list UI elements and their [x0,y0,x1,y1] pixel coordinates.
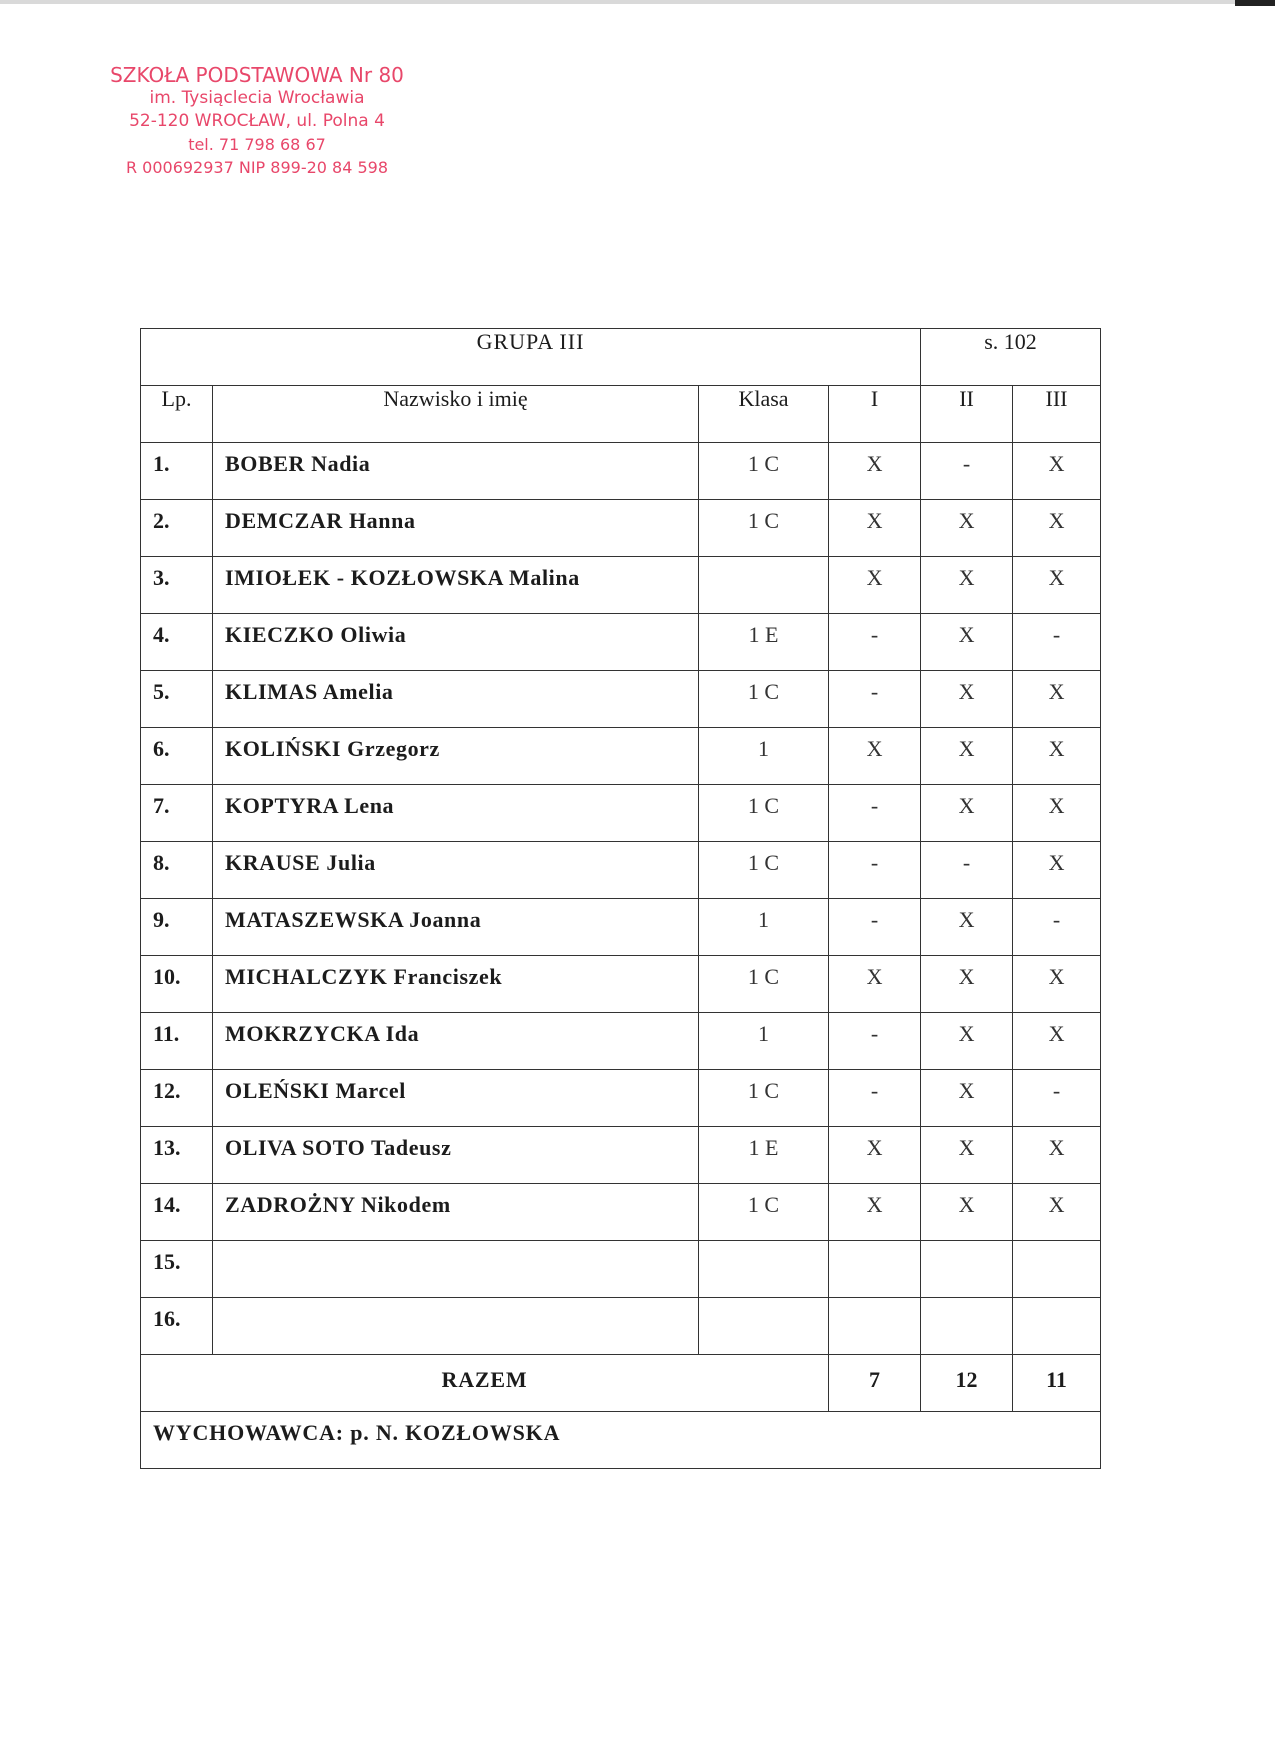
header-col-2: II [921,386,1013,443]
mark-col-3: X [1013,500,1101,557]
row-number: 2. [141,500,213,557]
mark-col-1: - [829,899,921,956]
table-row [141,500,1101,557]
student-class: 1 E [699,1127,829,1184]
table-row [141,1241,1101,1298]
row-number: 7. [141,785,213,842]
table-row [141,614,1101,671]
student-name: KOLIŃSKI Grzegorz [213,728,699,785]
row-number: 6. [141,728,213,785]
mark-col-3: X [1013,1127,1101,1184]
mark-col-2: X [921,1070,1013,1127]
mark-col-3: X [1013,1013,1101,1070]
mark-col-2: - [921,443,1013,500]
student-class: 1 [699,1013,829,1070]
student-class [699,557,829,614]
student-name: IMIOŁEK - KOZŁOWSKA Malina [213,557,699,614]
row-number: 1. [141,443,213,500]
mark-col-2: X [921,671,1013,728]
total-label: RAZEM [141,1355,829,1412]
row-number: 4. [141,614,213,671]
student-name: KOPTYRA Lena [213,785,699,842]
mark-col-3: - [1013,899,1101,956]
table-row [141,1070,1101,1127]
student-class: 1 C [699,1070,829,1127]
student-name: OLEŃSKI Marcel [213,1070,699,1127]
mark-col-2: X [921,785,1013,842]
row-number: 10. [141,956,213,1013]
student-name [213,1298,699,1355]
scan-top-edge [0,0,1275,4]
table-row [141,1013,1101,1070]
student-name [213,1241,699,1298]
stamp-address: 52-120 WROCŁAW, ul. Polna 4 [129,111,385,131]
mark-col-2: X [921,1013,1013,1070]
mark-col-3: X [1013,956,1101,1013]
mark-col-2 [921,1241,1013,1298]
mark-col-1: - [829,785,921,842]
table-row [141,1184,1101,1241]
stamp-phone: tel. 71 798 68 67 [188,135,326,154]
school-stamp [92,64,422,179]
table-row [141,557,1101,614]
student-name: OLIVA SOTO Tadeusz [213,1127,699,1184]
header-name: Nazwisko i imię [213,386,699,443]
room-number: s. 102 [921,329,1101,386]
mark-col-3 [1013,1241,1101,1298]
mark-col-1: X [829,956,921,1013]
mark-col-1 [829,1298,921,1355]
mark-col-2: X [921,956,1013,1013]
total-col-2: 12 [921,1355,1013,1412]
mark-col-1: - [829,614,921,671]
mark-col-1: - [829,1013,921,1070]
table-row [141,671,1101,728]
table-row [141,842,1101,899]
table-row [141,785,1101,842]
student-class: 1 C [699,443,829,500]
mark-col-1: - [829,671,921,728]
mark-col-2: X [921,500,1013,557]
row-number: 12. [141,1070,213,1127]
student-name: MOKRZYCKA Ida [213,1013,699,1070]
student-class: 1 C [699,842,829,899]
student-class [699,1298,829,1355]
header-lp: Lp. [141,386,213,443]
student-name: BOBER Nadia [213,443,699,500]
class-teacher: WYCHOWAWCA: p. N. KOZŁOWSKA [141,1412,1101,1469]
mark-col-3: - [1013,614,1101,671]
mark-col-2 [921,1298,1013,1355]
student-class: 1 [699,728,829,785]
mark-col-3: X [1013,443,1101,500]
mark-col-1 [829,1241,921,1298]
mark-col-2: X [921,1184,1013,1241]
mark-col-1: X [829,557,921,614]
student-class: 1 [699,899,829,956]
header-klasa: Klasa [699,386,829,443]
stamp-school-name: SZKOŁA PODSTAWOWA Nr 80 [110,63,404,87]
mark-col-1: X [829,443,921,500]
mark-col-2: X [921,728,1013,785]
mark-col-2: X [921,614,1013,671]
mark-col-3: X [1013,728,1101,785]
row-number: 16. [141,1298,213,1355]
student-class: 1 E [699,614,829,671]
mark-col-3: X [1013,1184,1101,1241]
footer-row [141,1412,1101,1469]
mark-col-3: X [1013,842,1101,899]
total-row [141,1355,1101,1412]
mark-col-3: X [1013,785,1101,842]
mark-col-3: - [1013,1070,1101,1127]
mark-col-3 [1013,1298,1101,1355]
table-row [141,956,1101,1013]
student-name: MATASZEWSKA Joanna [213,899,699,956]
table-row [141,1127,1101,1184]
student-name: KIECZKO Oliwia [213,614,699,671]
group-attendance-table [140,328,1101,1469]
mark-col-3: X [1013,671,1101,728]
student-class [699,1241,829,1298]
mark-col-2: X [921,1127,1013,1184]
table-row [141,443,1101,500]
total-col-1: 7 [829,1355,921,1412]
student-class: 1 C [699,785,829,842]
mark-col-1: - [829,842,921,899]
row-number: 14. [141,1184,213,1241]
row-number: 11. [141,1013,213,1070]
group-title: GRUPA III [141,329,921,386]
student-name: MICHALCZYK Franciszek [213,956,699,1013]
table-row [141,899,1101,956]
title-row [141,329,1101,386]
row-number: 8. [141,842,213,899]
row-number: 9. [141,899,213,956]
mark-col-3: X [1013,557,1101,614]
mark-col-1: X [829,1184,921,1241]
mark-col-1: X [829,728,921,785]
student-class: 1 C [699,956,829,1013]
table-row [141,728,1101,785]
student-class: 1 C [699,500,829,557]
scan-corner-mark [1235,0,1275,6]
mark-col-2: X [921,557,1013,614]
student-name: ZADROŻNY Nikodem [213,1184,699,1241]
student-name: KLIMAS Amelia [213,671,699,728]
row-number: 15. [141,1241,213,1298]
mark-col-1: X [829,1127,921,1184]
mark-col-2: - [921,842,1013,899]
stamp-school-patron: im. Tysiąclecia Wrocławia [149,88,365,108]
table-row [141,1298,1101,1355]
mark-col-1: X [829,500,921,557]
student-name: DEMCZAR Hanna [213,500,699,557]
row-number: 13. [141,1127,213,1184]
header-col-1: I [829,386,921,443]
row-number: 3. [141,557,213,614]
total-col-3: 11 [1013,1355,1101,1412]
student-class: 1 C [699,671,829,728]
row-number: 5. [141,671,213,728]
stamp-registry-ids: R 000692937 NIP 899-20 84 598 [125,158,389,177]
mark-col-2: X [921,899,1013,956]
student-name: KRAUSE Julia [213,842,699,899]
student-class: 1 C [699,1184,829,1241]
header-row [141,386,1101,443]
header-col-3: III [1013,386,1101,443]
mark-col-1: - [829,1070,921,1127]
